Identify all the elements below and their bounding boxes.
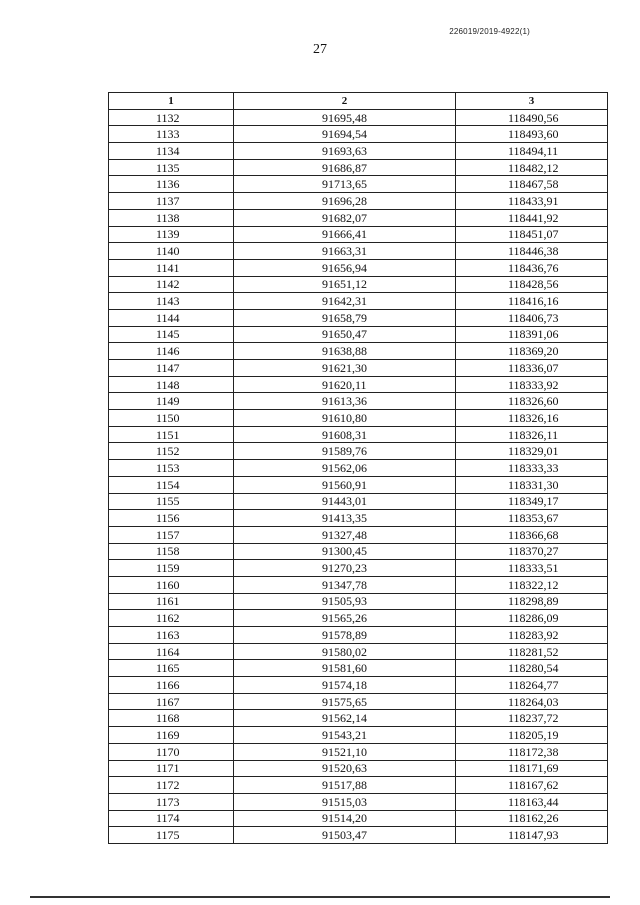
table-row (109, 760, 608, 777)
point-number-cell: 1142 (109, 276, 234, 293)
y-coordinate-cell: 118349,17 (456, 493, 608, 510)
x-coordinate-cell: 91642,31 (234, 293, 456, 310)
y-coordinate-cell: 118493,60 (456, 126, 608, 143)
table-row (109, 243, 608, 260)
y-coordinate-cell: 118370,27 (456, 543, 608, 560)
x-coordinate-cell: 91503,47 (234, 827, 456, 844)
table-row (109, 393, 608, 410)
table-row (109, 810, 608, 827)
table-row (109, 710, 608, 727)
y-coordinate-cell: 118280,54 (456, 660, 608, 677)
coordinates-table (108, 92, 608, 844)
table-row (109, 510, 608, 527)
x-coordinate-cell: 91574,18 (234, 677, 456, 694)
point-number-cell: 1174 (109, 810, 234, 827)
point-number-cell: 1146 (109, 343, 234, 360)
column-header-x: 2 (234, 93, 456, 110)
x-coordinate-cell: 91589,76 (234, 443, 456, 460)
point-number-cell: 1143 (109, 293, 234, 310)
table-row (109, 660, 608, 677)
point-number-cell: 1166 (109, 677, 234, 694)
table-header-row (109, 93, 608, 110)
y-coordinate-cell: 118147,93 (456, 827, 608, 844)
table-row (109, 610, 608, 627)
table-row (109, 443, 608, 460)
point-number-cell: 1144 (109, 309, 234, 326)
y-coordinate-cell: 118333,92 (456, 376, 608, 393)
x-coordinate-cell: 91575,65 (234, 693, 456, 710)
table-row (109, 259, 608, 276)
point-number-cell: 1165 (109, 660, 234, 677)
x-coordinate-cell: 91713,65 (234, 176, 456, 193)
x-coordinate-cell: 91613,36 (234, 393, 456, 410)
footer-divider (30, 896, 610, 898)
y-coordinate-cell: 118451,07 (456, 226, 608, 243)
table-row (109, 727, 608, 744)
y-coordinate-cell: 118264,03 (456, 693, 608, 710)
x-coordinate-cell: 91658,79 (234, 309, 456, 326)
table-row (109, 193, 608, 210)
table-row (109, 276, 608, 293)
x-coordinate-cell: 91565,26 (234, 610, 456, 627)
y-coordinate-cell: 118172,38 (456, 743, 608, 760)
table-row (109, 526, 608, 543)
y-coordinate-cell: 118283,92 (456, 627, 608, 644)
y-coordinate-cell: 118331,30 (456, 476, 608, 493)
point-number-cell: 1140 (109, 243, 234, 260)
point-number-cell: 1175 (109, 827, 234, 844)
table-row (109, 743, 608, 760)
y-coordinate-cell: 118326,16 (456, 410, 608, 427)
x-coordinate-cell: 91651,12 (234, 276, 456, 293)
y-coordinate-cell: 118436,76 (456, 259, 608, 276)
point-number-cell: 1139 (109, 226, 234, 243)
y-coordinate-cell: 118467,58 (456, 176, 608, 193)
point-number-cell: 1172 (109, 777, 234, 794)
x-coordinate-cell: 91695,48 (234, 109, 456, 126)
point-number-cell: 1132 (109, 109, 234, 126)
x-coordinate-cell: 91543,21 (234, 727, 456, 744)
x-coordinate-cell: 91521,10 (234, 743, 456, 760)
x-coordinate-cell: 91347,78 (234, 576, 456, 593)
point-number-cell: 1157 (109, 526, 234, 543)
y-coordinate-cell: 118326,11 (456, 426, 608, 443)
point-number-cell: 1152 (109, 443, 234, 460)
point-number-cell: 1156 (109, 510, 234, 527)
table-row (109, 793, 608, 810)
table-row (109, 643, 608, 660)
y-coordinate-cell: 118281,52 (456, 643, 608, 660)
table-row (109, 410, 608, 427)
point-number-cell: 1164 (109, 643, 234, 660)
point-number-cell: 1171 (109, 760, 234, 777)
table-row (109, 576, 608, 593)
point-number-cell: 1161 (109, 593, 234, 610)
x-coordinate-cell: 91682,07 (234, 209, 456, 226)
y-coordinate-cell: 118490,56 (456, 109, 608, 126)
x-coordinate-cell: 91638,88 (234, 343, 456, 360)
point-number-cell: 1163 (109, 627, 234, 644)
table-row (109, 343, 608, 360)
table-row (109, 693, 608, 710)
x-coordinate-cell: 91300,45 (234, 543, 456, 560)
point-number-cell: 1149 (109, 393, 234, 410)
x-coordinate-cell: 91666,41 (234, 226, 456, 243)
table-body (109, 109, 608, 843)
y-coordinate-cell: 118441,92 (456, 209, 608, 226)
table-row (109, 593, 608, 610)
x-coordinate-cell: 91505,93 (234, 593, 456, 610)
point-number-cell: 1145 (109, 326, 234, 343)
x-coordinate-cell: 91663,31 (234, 243, 456, 260)
x-coordinate-cell: 91443,01 (234, 493, 456, 510)
table-row (109, 627, 608, 644)
y-coordinate-cell: 118162,26 (456, 810, 608, 827)
point-number-cell: 1155 (109, 493, 234, 510)
table-row (109, 543, 608, 560)
y-coordinate-cell: 118171,69 (456, 760, 608, 777)
y-coordinate-cell: 118333,51 (456, 560, 608, 577)
x-coordinate-cell: 91560,91 (234, 476, 456, 493)
x-coordinate-cell: 91621,30 (234, 360, 456, 377)
table-row (109, 309, 608, 326)
point-number-cell: 1151 (109, 426, 234, 443)
x-coordinate-cell: 91608,31 (234, 426, 456, 443)
y-coordinate-cell: 118391,06 (456, 326, 608, 343)
table-row (109, 677, 608, 694)
y-coordinate-cell: 118428,56 (456, 276, 608, 293)
point-number-cell: 1147 (109, 360, 234, 377)
x-coordinate-cell: 91578,89 (234, 627, 456, 644)
y-coordinate-cell: 118336,07 (456, 360, 608, 377)
table-row (109, 560, 608, 577)
point-number-cell: 1150 (109, 410, 234, 427)
point-number-cell: 1173 (109, 793, 234, 810)
x-coordinate-cell: 91610,80 (234, 410, 456, 427)
y-coordinate-cell: 118494,11 (456, 143, 608, 160)
x-coordinate-cell: 91693,63 (234, 143, 456, 160)
point-number-cell: 1170 (109, 743, 234, 760)
x-coordinate-cell: 91686,87 (234, 159, 456, 176)
x-coordinate-cell: 91656,94 (234, 259, 456, 276)
table-row (109, 159, 608, 176)
x-coordinate-cell: 91694,54 (234, 126, 456, 143)
table-row (109, 176, 608, 193)
point-number-cell: 1153 (109, 460, 234, 477)
point-number-cell: 1158 (109, 543, 234, 560)
y-coordinate-cell: 118298,89 (456, 593, 608, 610)
column-header-y: 3 (456, 93, 608, 110)
y-coordinate-cell: 118286,09 (456, 610, 608, 627)
x-coordinate-cell: 91517,88 (234, 777, 456, 794)
y-coordinate-cell: 118482,12 (456, 159, 608, 176)
table-row (109, 426, 608, 443)
y-coordinate-cell: 118353,67 (456, 510, 608, 527)
point-number-cell: 1135 (109, 159, 234, 176)
column-header-point: 1 (109, 93, 234, 110)
point-number-cell: 1138 (109, 209, 234, 226)
point-number-cell: 1162 (109, 610, 234, 627)
table-row (109, 143, 608, 160)
point-number-cell: 1134 (109, 143, 234, 160)
x-coordinate-cell: 91696,28 (234, 193, 456, 210)
point-number-cell: 1167 (109, 693, 234, 710)
y-coordinate-cell: 118416,16 (456, 293, 608, 310)
table-row (109, 326, 608, 343)
y-coordinate-cell: 118205,19 (456, 727, 608, 744)
y-coordinate-cell: 118329,01 (456, 443, 608, 460)
point-number-cell: 1168 (109, 710, 234, 727)
x-coordinate-cell: 91650,47 (234, 326, 456, 343)
y-coordinate-cell: 118446,38 (456, 243, 608, 260)
x-coordinate-cell: 91620,11 (234, 376, 456, 393)
y-coordinate-cell: 118163,44 (456, 793, 608, 810)
table-row (109, 109, 608, 126)
table-row (109, 209, 608, 226)
page-number: 27 (313, 42, 327, 57)
table-row (109, 493, 608, 510)
point-number-cell: 1137 (109, 193, 234, 210)
y-coordinate-cell: 118333,33 (456, 460, 608, 477)
x-coordinate-cell: 91327,48 (234, 526, 456, 543)
y-coordinate-cell: 118369,20 (456, 343, 608, 360)
point-number-cell: 1148 (109, 376, 234, 393)
table-row (109, 460, 608, 477)
point-number-cell: 1169 (109, 727, 234, 744)
y-coordinate-cell: 118237,72 (456, 710, 608, 727)
table-row (109, 126, 608, 143)
y-coordinate-cell: 118322,12 (456, 576, 608, 593)
x-coordinate-cell: 91515,03 (234, 793, 456, 810)
point-number-cell: 1141 (109, 259, 234, 276)
point-number-cell: 1136 (109, 176, 234, 193)
table-row (109, 376, 608, 393)
document-id: 226019/2019-4922(1) (449, 27, 530, 36)
x-coordinate-cell: 91270,23 (234, 560, 456, 577)
table-row (109, 777, 608, 794)
x-coordinate-cell: 91580,02 (234, 643, 456, 660)
y-coordinate-cell: 118264,77 (456, 677, 608, 694)
x-coordinate-cell: 91514,20 (234, 810, 456, 827)
x-coordinate-cell: 91581,60 (234, 660, 456, 677)
table-row (109, 226, 608, 243)
x-coordinate-cell: 91562,14 (234, 710, 456, 727)
table-row (109, 360, 608, 377)
table-row (109, 476, 608, 493)
x-coordinate-cell: 91413,35 (234, 510, 456, 527)
y-coordinate-cell: 118326,60 (456, 393, 608, 410)
y-coordinate-cell: 118406,73 (456, 309, 608, 326)
point-number-cell: 1160 (109, 576, 234, 593)
x-coordinate-cell: 91562,06 (234, 460, 456, 477)
table-row (109, 293, 608, 310)
y-coordinate-cell: 118366,68 (456, 526, 608, 543)
x-coordinate-cell: 91520,63 (234, 760, 456, 777)
y-coordinate-cell: 118433,91 (456, 193, 608, 210)
point-number-cell: 1154 (109, 476, 234, 493)
table-row (109, 827, 608, 844)
point-number-cell: 1133 (109, 126, 234, 143)
point-number-cell: 1159 (109, 560, 234, 577)
y-coordinate-cell: 118167,62 (456, 777, 608, 794)
